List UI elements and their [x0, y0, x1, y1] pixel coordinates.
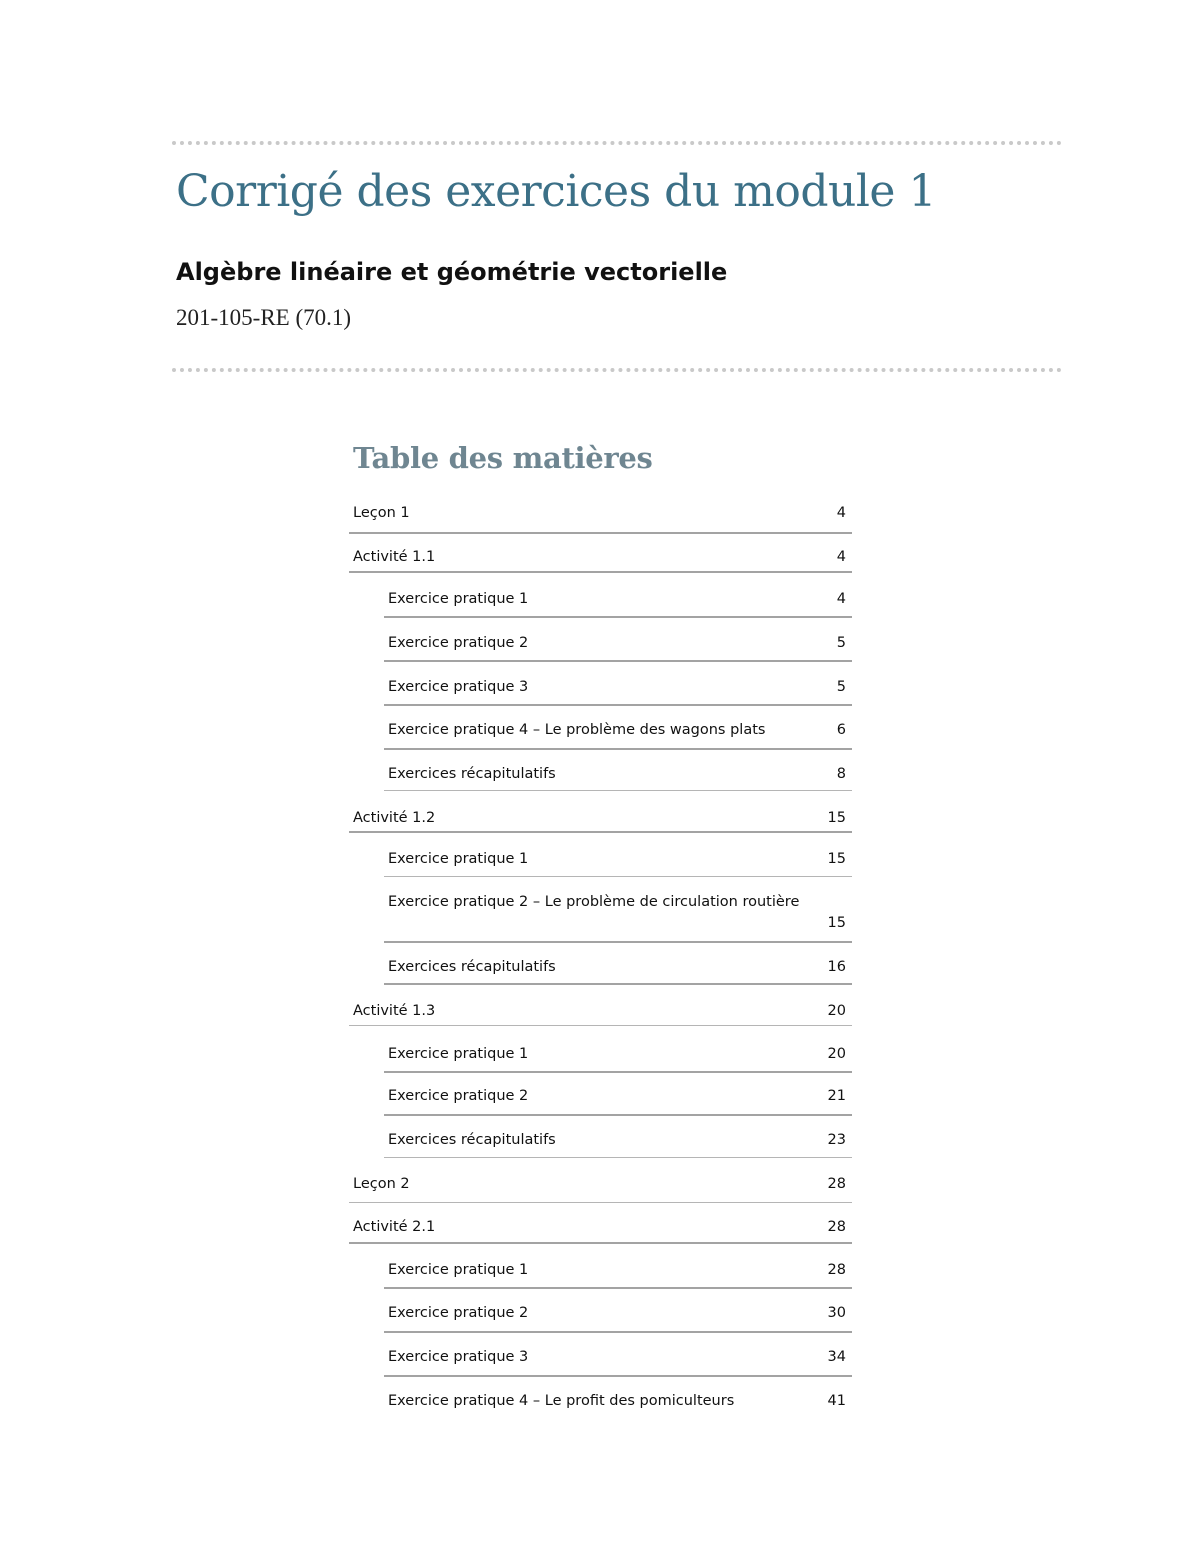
toc-entry-lecon-2[interactable] [349, 1174, 852, 1203]
toc-entry-label: Exercices récapitulatifs [388, 766, 556, 782]
toc-entry-label: Exercices récapitulatifs [388, 959, 556, 975]
toc-entry-label: Exercice pratique 1 [388, 591, 529, 607]
toc-entry-label: Exercice pratique 3 [388, 1349, 529, 1365]
toc-entry-label: Exercice pratique 1 [388, 1262, 529, 1278]
toc-entry-page: 28 [827, 1219, 846, 1235]
toc-entry-exercice-1[interactable] [384, 849, 852, 877]
toc-entry-page: 28 [827, 1262, 846, 1278]
toc-entry-exercice-2-circulation[interactable] [384, 892, 852, 943]
bottom-dotted-rule [172, 368, 1062, 372]
top-dotted-rule [172, 141, 1062, 145]
toc-entry-exercice-1[interactable] [384, 1044, 852, 1073]
toc-entry-page: 23 [827, 1132, 846, 1148]
toc-entry-page: 30 [827, 1305, 846, 1321]
toc-entry-page: 4 [836, 505, 846, 521]
toc-entry-recapitulatifs[interactable] [384, 764, 852, 791]
toc-entry-page: 5 [836, 679, 846, 695]
toc-entry-page: 4 [836, 591, 846, 607]
toc-entry-label: Activité 1.2 [353, 810, 436, 826]
toc-entry-page: 34 [827, 1349, 846, 1365]
document-title: Corrigé des exercices du module 1 [176, 166, 936, 217]
toc-heading: Table des matières [353, 441, 653, 475]
toc-entry-exercice-2[interactable] [384, 1303, 852, 1333]
toc-entry-exercice-2[interactable] [384, 1086, 852, 1116]
toc-entry-exercice-4-wagons[interactable] [384, 720, 852, 750]
toc-entry-label: Exercices récapitulatifs [388, 1132, 556, 1148]
toc-entry-label: Exercice pratique 2 – Le problème de circulation routière [388, 894, 800, 910]
toc-entry-exercice-3[interactable] [384, 1347, 852, 1377]
toc-entry-page: 21 [827, 1088, 846, 1104]
toc-entry-page: 15 [827, 915, 846, 931]
toc-entry-label: Activité 1.3 [353, 1003, 436, 1019]
toc-entry-page: 28 [827, 1176, 846, 1192]
toc-entry-label: Exercice pratique 3 [388, 679, 529, 695]
toc-entry-page: 5 [836, 635, 846, 651]
toc-entry-label: Activité 1.1 [353, 549, 436, 565]
toc-entry-page: 20 [827, 1046, 846, 1062]
toc-entry-label: Activité 2.1 [353, 1219, 436, 1235]
toc-entry-page: 15 [827, 851, 846, 867]
toc-entry-activite-1-2[interactable] [349, 808, 852, 833]
toc-entry-activite-1-1[interactable] [349, 547, 852, 573]
toc-entry-label: Exercice pratique 1 [388, 1046, 529, 1062]
toc-entry-label: Exercice pratique 2 [388, 1305, 529, 1321]
toc-entry-exercice-1[interactable] [384, 589, 852, 618]
toc-entry-exercice-4-pomiculteurs[interactable] [384, 1391, 852, 1419]
document-subtitle: Algèbre linéaire et géométrie vectorielle [176, 258, 728, 286]
toc-entry-activite-1-3[interactable] [349, 1001, 852, 1026]
toc-entry-label: Exercice pratique 2 [388, 635, 529, 651]
toc-entry-page: 16 [827, 959, 846, 975]
toc-entry-recapitulatifs[interactable] [384, 957, 852, 985]
toc-entry-label: Exercice pratique 1 [388, 851, 529, 867]
toc-entry-page: 15 [827, 810, 846, 826]
toc-entry-page: 20 [827, 1003, 846, 1019]
toc-entry-page: 6 [836, 722, 846, 738]
toc-entry-activite-2-1[interactable] [349, 1217, 852, 1244]
toc-entry-label: Exercice pratique 4 – Le profit des pomiculteurs [388, 1393, 735, 1409]
toc-entry-exercice-2[interactable] [384, 633, 852, 662]
toc-entry-page: 8 [836, 766, 846, 782]
toc-entry-label: Leçon 2 [353, 1176, 410, 1192]
toc-entry-lecon-1[interactable] [349, 503, 852, 534]
toc-entry-recapitulatifs[interactable] [384, 1130, 852, 1158]
toc-entry-label: Leçon 1 [353, 505, 410, 521]
toc-entry-page: 4 [836, 549, 846, 565]
toc-entry-exercice-1[interactable] [384, 1260, 852, 1289]
toc-entry-exercice-3[interactable] [384, 677, 852, 706]
toc-entry-label: Exercice pratique 2 [388, 1088, 529, 1104]
toc-entry-label: Exercice pratique 4 – Le problème des wagons plats [388, 722, 766, 738]
course-code: 201-105-RE (70.1) [176, 305, 352, 330]
toc-entry-page: 41 [827, 1393, 846, 1409]
